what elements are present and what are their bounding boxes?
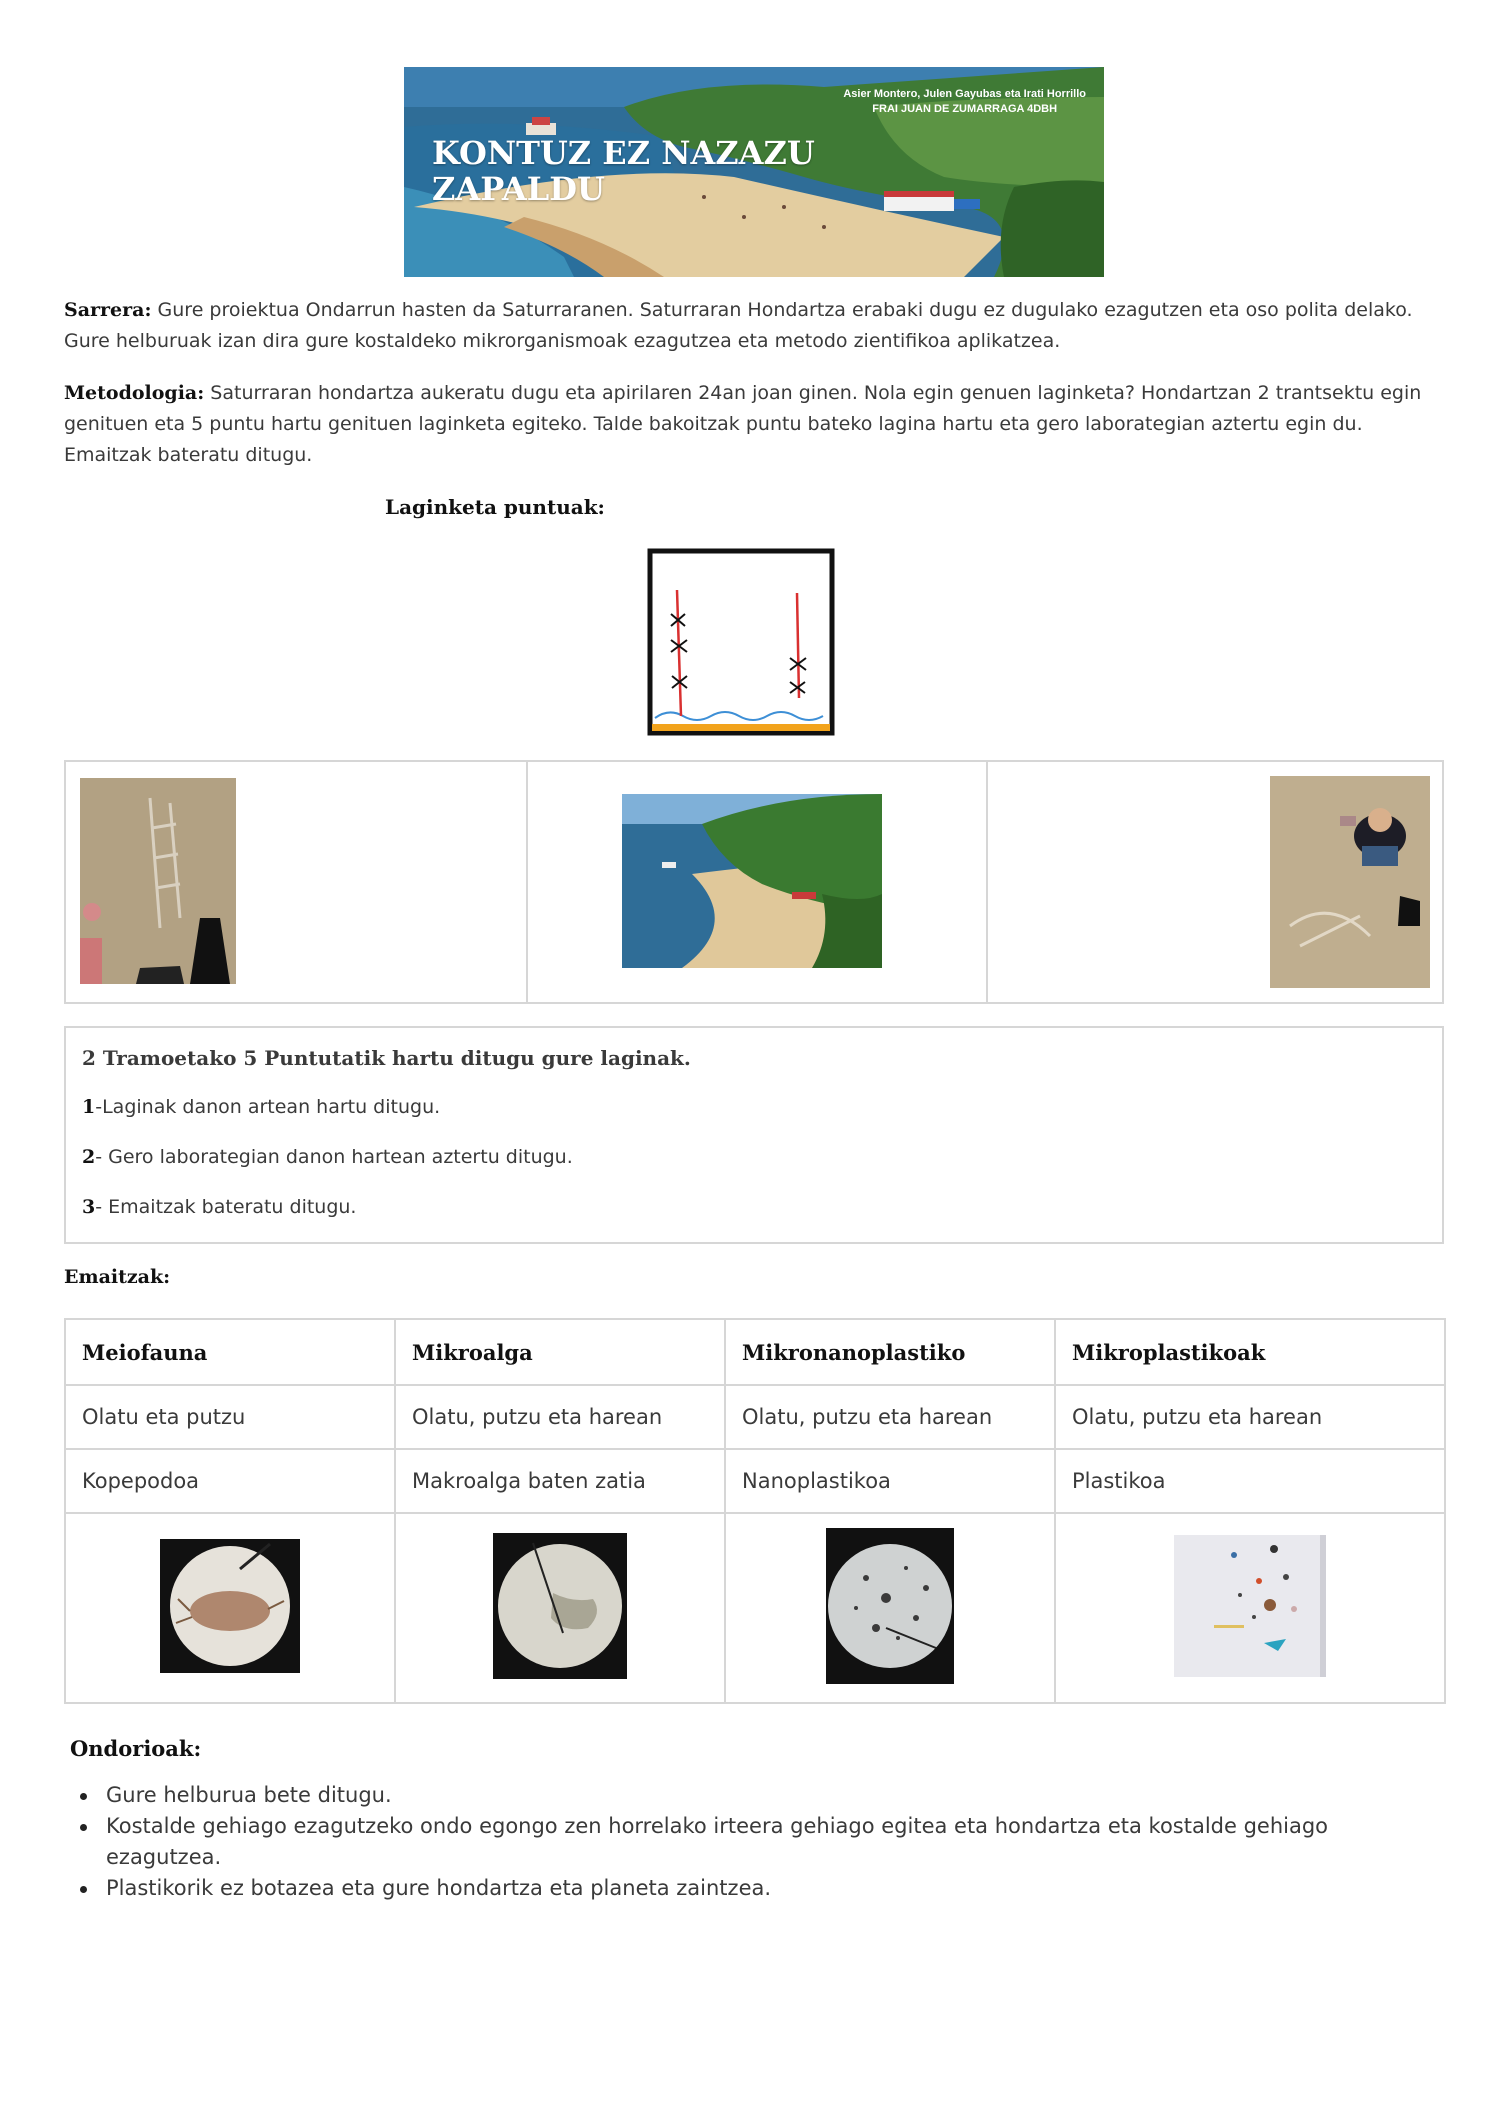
authors-text: Asier Montero, Julen Gayubas eta Irati Horrillo (843, 88, 1086, 100)
image-cell-mikronanoplastiko (725, 1513, 1055, 1703)
sampling-heading: Laginketa puntuak: (385, 495, 605, 519)
microplastics-photo (1174, 1535, 1326, 1677)
steps-box (64, 1026, 1444, 1244)
algae-micrograph (493, 1533, 627, 1679)
nanoplastic-micrograph (826, 1528, 954, 1684)
copepod-micrograph (160, 1539, 300, 1673)
results-header-row (65, 1319, 1445, 1385)
step-1 (82, 1096, 440, 1118)
header-mikronanoplastiko: Mikronanoplastiko (725, 1319, 1055, 1385)
image-cell-mikroplastikoak (1055, 1513, 1445, 1703)
type-cell: Makroalga baten zatia (395, 1449, 725, 1513)
steps-title: 2 Tramoetako 5 Puntutatik hartu ditugu gure laginak. (82, 1046, 691, 1070)
intro-text: Gure proiektua Ondarrun hasten da Saturraranen. Saturraran Hondartza erabaki dugu ez dugulako ezagutzen eta oso polita delako. Gure helburuak izan dira gure kostaldeko mikrorganismoak ezagutzea eta metodo zientifikoa aplikatzea. (64, 299, 1413, 352)
sand-strip (652, 724, 830, 731)
results-table (64, 1318, 1446, 1704)
conclusions-heading: Ondorioak: (70, 1736, 202, 1761)
photo-cell-1 (66, 762, 528, 1002)
conclusions-list (98, 1780, 1398, 1904)
title-line-1: KONTUZ EZ NAZAZU (432, 134, 815, 172)
school-text: FRAI JUAN DE ZUMARRAGA 4DBH (872, 103, 1058, 115)
step-2-number: 2 (82, 1146, 96, 1168)
photo-table (64, 760, 1444, 1004)
type-cell: Nanoplastikoa (725, 1449, 1055, 1513)
list-item: Gure helburua bete ditugu. (98, 1780, 1398, 1811)
list-item: Kostalde gehiago ezagutzeko ondo egongo zen horrelako irteera gehiago egitea eta hondartza eta kostalde gehiago ezagutzea. (98, 1811, 1398, 1873)
banner-title (432, 135, 815, 207)
location-cell: Olatu, putzu eta harean (725, 1385, 1055, 1449)
header-mikroplastikoak: Mikroplastikoak (1055, 1319, 1445, 1385)
results-image-row (65, 1513, 1445, 1703)
beach-view-photo (622, 794, 882, 968)
step-1-text: -Laginak danon artean hartu ditugu. (95, 1096, 441, 1118)
location-cell: Olatu, putzu eta harean (395, 1385, 725, 1449)
photo-cell-2 (526, 762, 988, 1002)
results-location-row (65, 1385, 1445, 1449)
image-cell-mikroalga (395, 1513, 725, 1703)
methodology-label: Metodologia: (64, 382, 205, 404)
methodology-text: Saturraran hondartza aukeratu dugu eta apirilaren 24an joan ginen. Nola egin genuen laginketa? Hondartzan 2 trantsektu egin genituen eta 5 puntu hartu genituen laginketa egiteko. Talde bakoitzak puntu bateko lagina hartu eta gero laborategian aztertu egin du. Emaitzak bateratu ditugu. (64, 382, 1422, 466)
photo-cell-3 (986, 762, 1442, 1002)
diagram-frame (650, 551, 832, 733)
student-sampling-photo (1270, 776, 1430, 988)
step-2 (82, 1146, 573, 1168)
list-item: Plastikorik ez botazea eta gure hondartza eta planeta zaintzea. (98, 1873, 1398, 1904)
type-cell: Plastikoa (1055, 1449, 1445, 1513)
header-banner (404, 67, 1104, 277)
type-cell: Kopepodoa (65, 1449, 395, 1513)
step-3-number: 3 (82, 1196, 96, 1218)
header-meiofauna: Meiofauna (65, 1319, 395, 1385)
intro-label: Sarrera: (64, 299, 152, 321)
results-heading: Emaitzak: (64, 1266, 171, 1288)
intro-paragraph (64, 295, 1444, 357)
header-mikroalga: Mikroalga (395, 1319, 725, 1385)
step-3-text: - Emaitzak bateratu ditugu. (95, 1196, 357, 1218)
step-3 (82, 1196, 356, 1218)
results-type-row (65, 1449, 1445, 1513)
location-cell: Olatu, putzu eta harean (1055, 1385, 1445, 1449)
title-line-2: ZAPALDU (432, 170, 605, 208)
sampling-diagram (647, 548, 835, 736)
sand-sampling-photo (80, 778, 236, 984)
step-2-text: - Gero laborategian danon hartean aztertu ditugu. (95, 1146, 573, 1168)
image-cell-meiofauna (65, 1513, 395, 1703)
methodology-paragraph (64, 378, 1444, 471)
location-cell: Olatu eta putzu (65, 1385, 395, 1449)
banner-authors (843, 87, 1086, 117)
step-1-number: 1 (82, 1096, 96, 1118)
